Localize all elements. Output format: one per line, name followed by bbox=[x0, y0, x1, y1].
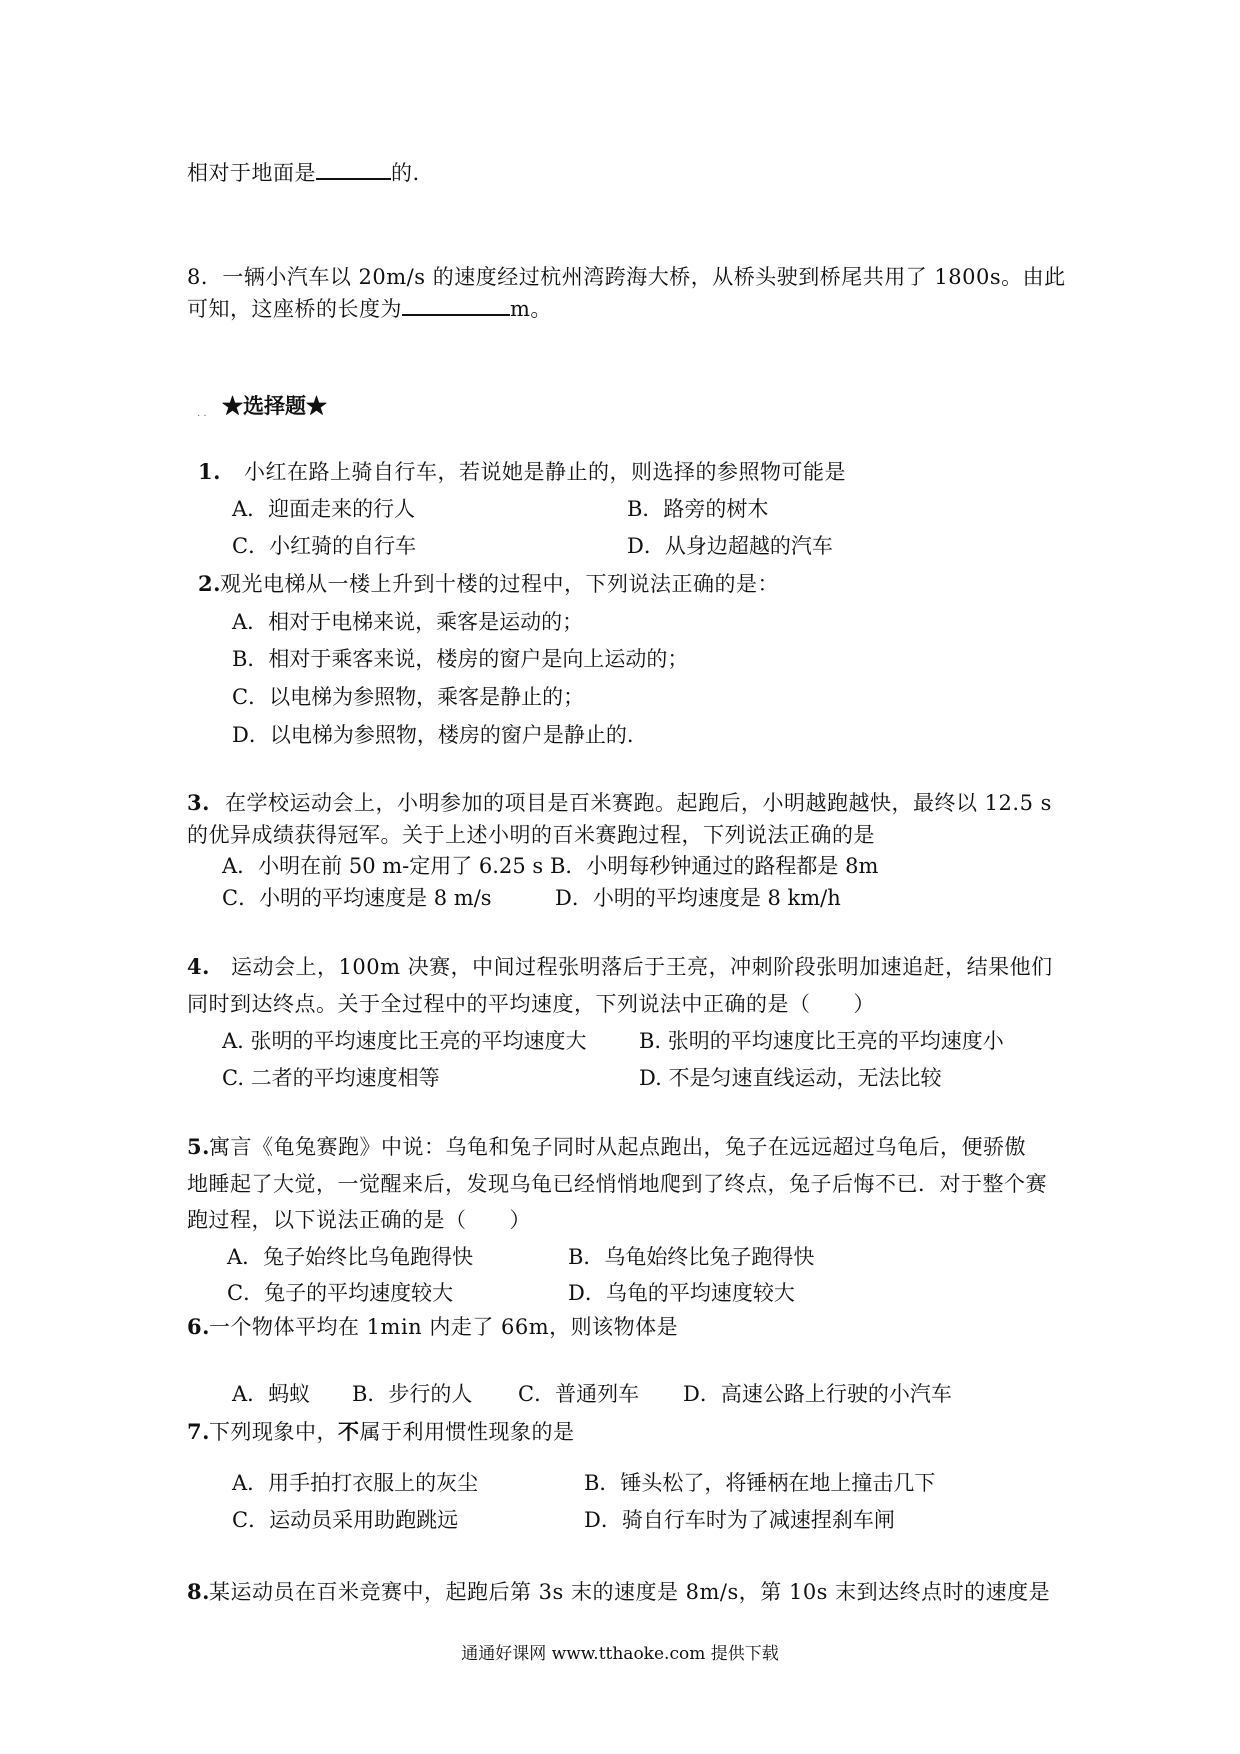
option-d[interactable]: D．从身边超越的汽车 bbox=[627, 534, 833, 558]
question-number: 5. bbox=[187, 1134, 210, 1159]
question-7-stem bbox=[187, 1418, 575, 1446]
option-b[interactable]: B．小明每秒钟通过的路程都是 8m bbox=[550, 854, 879, 878]
question-5-stem-line1 bbox=[187, 1133, 1026, 1161]
option-d[interactable]: D．乌龟的平均速度较大 bbox=[568, 1281, 795, 1305]
option-a[interactable]: A. 张明的平均速度比王亮的平均速度大 bbox=[222, 1029, 587, 1053]
question-text: 寓言《龟兔赛跑》中说：乌龟和兔子同时从起点跑出，兔子在远远超过乌龟后，便骄傲 bbox=[209, 1135, 1026, 1159]
text-post: m。 bbox=[510, 297, 552, 321]
question-text: 某运动员在百米竞赛中，起跑后第 3s 末的速度是 8m/s，第 10s 末到达终点时的速度是 bbox=[209, 1580, 1051, 1604]
option-b[interactable]: B．乌龟始终比兔子跑得快 bbox=[568, 1245, 815, 1269]
text-pre: 可知，这座桥的长度为 bbox=[187, 297, 402, 321]
question-number: 1. bbox=[198, 459, 221, 484]
question-5-stem-line3: 跑过程，以下说法正确的是（ ） bbox=[187, 1208, 531, 1232]
option-a[interactable]: A．蚂蚁 bbox=[232, 1382, 311, 1406]
question-number: 3. bbox=[187, 790, 210, 815]
fill-line-continuation bbox=[187, 158, 420, 187]
question-text: 观光电梯从一楼上升到十楼的过程中，下列说法正确的是： bbox=[220, 572, 779, 596]
question-3-stem-line1 bbox=[187, 789, 1052, 817]
option-c[interactable]: C. 二者的平均速度相等 bbox=[222, 1066, 440, 1090]
question-number: 6. bbox=[187, 1314, 210, 1339]
question-number: 8. bbox=[187, 1579, 210, 1604]
option-c[interactable]: C．小红骑的自行车 bbox=[232, 534, 417, 558]
page-footer: 通通好课网 www.tthaoke.com 提供下载 bbox=[461, 1644, 779, 1664]
question-1-stem bbox=[198, 458, 846, 486]
fill-question-8-line2 bbox=[187, 294, 552, 323]
option-c[interactable]: C．普通列车 bbox=[518, 1382, 640, 1406]
option-a[interactable]: A．小明在前 50 m-定用了 6.25 s bbox=[222, 854, 544, 878]
answer-blank[interactable] bbox=[402, 294, 510, 316]
option-d[interactable]: D．以电梯为参照物，楼房的窗户是静止的. bbox=[232, 723, 634, 747]
question-4-stem-line2: 同时到达终点。关于全过程中的平均速度，下列说法中正确的是（ ） bbox=[187, 992, 875, 1016]
option-c[interactable]: C．小明的平均速度是 8 m/s bbox=[222, 886, 492, 910]
question-text-rest: 属于利用惯性现象的是 bbox=[359, 1420, 575, 1444]
option-a[interactable]: A．相对于电梯来说，乘客是运动的； bbox=[232, 610, 584, 634]
option-d[interactable]: D．骑自行车时为了减速捏刹车闸 bbox=[584, 1508, 895, 1532]
question-2-stem bbox=[198, 570, 779, 598]
option-b[interactable]: B．步行的人 bbox=[352, 1382, 473, 1406]
option-b[interactable]: B．相对于乘客来说，楼房的窗户是向上运动的； bbox=[232, 647, 689, 671]
question-3-stem-line2: 的优异成绩获得冠军。关于上述小明的百米赛跑过程，下列说法正确的是 bbox=[187, 823, 875, 847]
question-5-stem-line2: 地睡起了大觉，一觉醒来后，发现乌龟已经悄悄地爬到了终点，兔子后悔不已．对于整个赛 bbox=[187, 1172, 1047, 1196]
option-a[interactable]: A．迎面走来的行人 bbox=[232, 497, 416, 521]
question-6-stem bbox=[187, 1313, 678, 1341]
text-post: 的. bbox=[391, 161, 420, 185]
text-pre: 相对于地面是 bbox=[187, 161, 316, 185]
option-a[interactable]: A．用手拍打衣服上的灰尘 bbox=[232, 1471, 479, 1495]
question-8-stem bbox=[187, 1578, 1050, 1606]
question-4-stem-line1 bbox=[187, 953, 1053, 981]
option-b[interactable]: B．锤头松了，将锤柄在地上撞击几下 bbox=[584, 1471, 936, 1495]
question-text: 运动会上，100m 决赛，中间过程张明落后于王亮，冲刺阶段张明加速追赶，结果他们 bbox=[231, 955, 1053, 979]
question-number: 4. bbox=[187, 954, 210, 979]
option-d[interactable]: D. 不是匀速直线运动，无法比较 bbox=[639, 1066, 942, 1090]
question-number: 7. bbox=[187, 1419, 210, 1444]
question-text: 在学校运动会上，小明参加的项目是百米赛跑。起跑后，小明越跑越快，最终以 12.5 s bbox=[225, 791, 1052, 815]
option-c[interactable]: C．运动员采用助跑跳远 bbox=[232, 1508, 459, 1532]
question-text: 一个物体平均在 1min 内走了 66m，则该物体是 bbox=[209, 1315, 679, 1339]
option-b[interactable]: B．路旁的树木 bbox=[627, 497, 769, 521]
option-c[interactable]: C．兔子的平均速度较大 bbox=[227, 1281, 454, 1305]
answer-blank[interactable] bbox=[316, 158, 391, 180]
scan-dots: . . bbox=[197, 408, 207, 419]
option-d[interactable]: D．高速公路上行驶的小汽车 bbox=[683, 1382, 952, 1406]
section-title: ★选择题★ bbox=[222, 393, 327, 418]
question-text: 下列现象中， bbox=[209, 1420, 338, 1444]
fill-question-8-line1: 8．一辆小汽车以 20m/s 的速度经过杭州湾跨海大桥，从桥头驶到桥尾共用了 1800s。由此 bbox=[187, 265, 1066, 289]
option-b[interactable]: B. 张明的平均速度比王亮的平均速度小 bbox=[639, 1029, 1004, 1053]
option-c[interactable]: C．以电梯为参照物，乘客是静止的； bbox=[232, 685, 585, 709]
option-d[interactable]: D．小明的平均速度是 8 km/h bbox=[555, 886, 841, 910]
emphasis-not: 不 bbox=[338, 1419, 360, 1444]
question-number: 2. bbox=[198, 571, 221, 596]
option-a[interactable]: A．兔子始终比乌龟跑得快 bbox=[227, 1245, 474, 1269]
question-text: 小红在路上骑自行车，若说她是静止的，则选择的参照物可能是 bbox=[244, 460, 846, 484]
